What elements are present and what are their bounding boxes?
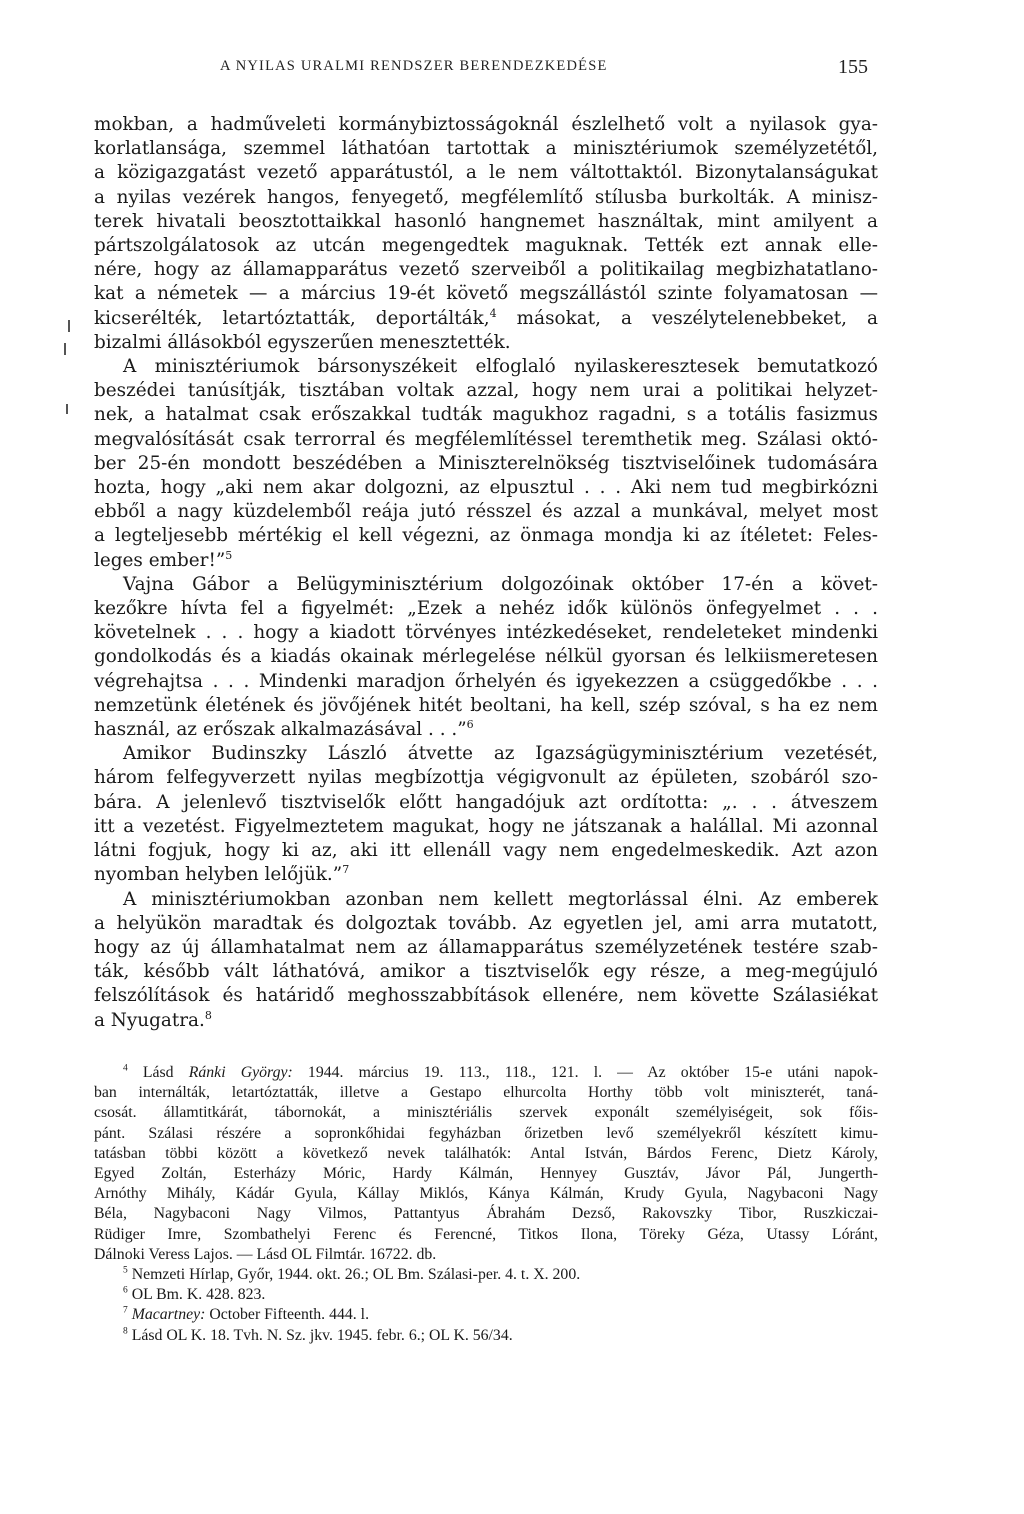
text-segment: Nemzeti Hírlap, Győr, 1944. okt. 26.; OL Bm. Szálasi-per. 4. t. X. 200.	[131, 1266, 581, 1284]
paragraph	[94, 355, 878, 573]
margin-mark	[64, 343, 66, 355]
text-segment: a Nyugatra.	[94, 1009, 205, 1031]
text-line: megvalósítását csak terrorral és megfélemlítéssel teremthetik meg. Szálasi októ-	[94, 428, 878, 450]
text-line: a közigazgatást vezető apparátustól, a le nem váltottaktól. Bizonytalanságukat	[94, 162, 878, 184]
text-line: Vajna Gábor a Belügyminisztérium dolgozóinak október 17-én a követ-	[123, 573, 878, 595]
text-line: A minisztériumok bársonyszékeit elfoglaló nyilaskeresztesek bemutatkozó	[123, 356, 878, 378]
text-line: ebből a nagy küzdelemből reája jutó résszel és azzal a munkával, melyet most	[94, 501, 878, 523]
text-line: ban internálták, letartóztatták, illetve a Gestapo elhurcolta Horthy több volt miniszterét, taná-	[94, 1084, 878, 1102]
text-segment: Lásd	[142, 1064, 174, 1081]
footnote-ref: 6	[466, 717, 474, 731]
running-title: A NYILAS URALMI RENDSZER BERENDEZKEDÉSE	[220, 58, 608, 74]
text-line: felszólítások és határidő meghosszabbítások ellenére, nem követte Szálasiékat	[94, 985, 878, 1007]
text-line: Dálnoki Veress Lajos. — Lásd OL Filmtár. 16722. db.	[94, 1245, 437, 1263]
paragraph	[94, 573, 878, 742]
page-number: 155	[838, 56, 868, 78]
footnote-8	[94, 1326, 878, 1346]
text-line	[94, 1009, 878, 1033]
text-line: kat a németek — a március 19-ét követő megszállástól szinte folyamatosan —	[94, 283, 878, 305]
paragraph	[94, 742, 878, 887]
running-header	[0, 58, 1024, 82]
footnote-4	[94, 1063, 878, 1265]
text-line: nemzetünk életének és jövőjének hitét beoltani, ha kell, szép szóval, s ha ez nem	[94, 694, 878, 716]
text-line: terek hivatali beosztottaikkal hasonló hangnemet használtak, mint amilyent a	[94, 210, 878, 232]
text-line: hozta, hogy „aki nem akar dolgozni, az elpusztul . . . Aki nem tud megbirkózni	[94, 477, 878, 499]
footnote-number: 4	[123, 1063, 128, 1074]
text-line: három felfegyverzett nyilas megbízottja végigvonult az épületen, szobáról szo-	[94, 767, 878, 789]
text-line: A minisztériumokban azonban nem kellett megtorlással élni. Az emberek	[123, 888, 878, 910]
text-line: gondolkodás és a kiadás okainak mérlegelése nélkül gyorsan és lelkiismeretesen	[94, 646, 878, 668]
text-line: a nyilas vezérek hangos, fenyegető, megfélemlítő stílusba burkolták. A minisz-	[94, 186, 878, 208]
text-line: pánt. Szálasi részére a sopronkőhidai fegyházban őrizetben levő személyekről készített kimu-	[94, 1124, 878, 1142]
text-line: kezőkre hívta fel a figyelmét: „Ezek a nehéz idők különös önfegyelmet . . .	[94, 598, 878, 620]
text-line: csosát. államtitkárát, tábornokát, a minisztériális szervek exponált személyiségeit, sok főis-	[94, 1104, 878, 1122]
footnote-number: 5	[123, 1265, 128, 1276]
footnote-ref: 7	[342, 863, 350, 877]
text-line: Béla, Nagybaconi Nagy Vilmos, Pattantyus Ábrahám Dezső, Rakovszky Tibor, Ruszkiczai-	[94, 1205, 878, 1223]
text-line	[94, 1265, 878, 1285]
text-line: nek, a hatalmat csak erőszakkal tudták magukhoz ragadni, s a totális fasizmus	[94, 404, 878, 426]
footnote-number: 7	[123, 1306, 128, 1317]
text-line: nére, hogy az államapparátus vezető szerveiből a politikailag megbizhatatlano-	[94, 259, 878, 281]
text-line: Amikor Budinszky László átvette az Igazságügyminisztérium vezetését,	[123, 743, 878, 765]
footnote-number: 8	[123, 1326, 128, 1337]
text-line	[94, 1063, 878, 1083]
text-line: Rüdiger Imre, Szombathelyi Ferenc és Ferencné, Titkos Ilona, Töreky Géza, Utassy Lóránt,	[94, 1225, 878, 1243]
text-line: itt a vezetést. Figyelmeztetem magukat, hogy ne játszanak a halállal. Mi azonnal	[94, 815, 878, 837]
footnote-number: 6	[123, 1285, 128, 1296]
text-line	[94, 863, 878, 887]
text-line: beszédei tanúsítják, tisztában voltak azzal, hogy nem urai a politikai helyzet-	[94, 380, 878, 402]
footnotes	[94, 1063, 878, 1346]
text-line: bára. A jelenlevő tisztviselők előtt hangadójuk azt ordította: „. . . átveszem	[94, 791, 878, 813]
text-segment: October Fifteenth. 444. l.	[205, 1306, 370, 1324]
text-line: Egyed Zoltán, Esterházy Móric, Hardy Kálmán, Hennyey Gusztáv, Jávor Pál, Jungerth-	[94, 1165, 878, 1183]
footnote-7	[94, 1305, 878, 1325]
text-segment: OL Bm. K. 428. 823.	[131, 1286, 266, 1304]
text-line: bizalmi állásokból egyszerűen menesztették.	[94, 331, 511, 353]
footnote-ref: 5	[225, 548, 233, 562]
text-line: korlatlansága, szemmel láthatóan tartottak a minisztériumok személyzetétől,	[94, 138, 878, 160]
text-segment: 1944. március 19. 113., 118., 121. l. — Az október 15-e utáni napok-	[292, 1064, 878, 1081]
paragraph	[94, 113, 878, 355]
text-line: hogy az új államhatalmat nem az államapparátus személyzetének testére szab-	[94, 936, 878, 958]
text-line	[94, 307, 878, 331]
text-line: látni fogjuk, hogy ki az, aki itt ellenáll vagy nem engedelmeskedik. Azt azon	[94, 840, 878, 862]
text-line: mokban, a hadműveleti kormánybiztosságoknál észlelhető volt a nyilasok gya-	[94, 114, 878, 135]
footnote-ref: 8	[204, 1008, 212, 1022]
text-line: a helyükön maradtak és dolgoztak tovább. Az egyetlen jel, ami arra mutatott,	[94, 912, 878, 934]
text-line: végrehajtsa . . . Mindenki maradjon őrhelyén és igyekezzen a csüggedőkbe . . .	[94, 670, 878, 692]
text-line: Arnóthy Mihály, Kádár Gyula, Kállay Miklós, Kánya Kálmán, Krudy Gyula, Nagybaconi Nagy	[94, 1185, 878, 1203]
margin-mark	[68, 320, 70, 332]
text-line	[94, 1305, 878, 1325]
text-segment: másokat, a veszélytelenebbeket, a	[496, 307, 879, 329]
text-segment: leges ember!”	[94, 549, 226, 571]
footnote-6	[94, 1285, 878, 1305]
cited-author: Ránki György:	[188, 1064, 293, 1081]
text-line: tatásban többi között a következő nevek találhatók: Antal István, Bárdos Ferenc, Dietz Károly,	[94, 1144, 878, 1162]
paragraph	[94, 888, 878, 1033]
footnote-ref: 4	[489, 306, 497, 320]
text-line: pártszolgálatosok az utcán megengedtek maguknak. Tették ezt annak elle-	[94, 235, 878, 257]
text-line: ber 25-én mondott beszédében a Miniszterelnökség tisztviselőinek tudomására	[94, 452, 878, 474]
text-line	[94, 1326, 878, 1346]
text-line: a legteljesebb mértékig el kell végezni, az önmaga mondja ki az ítéletet: Feles-	[94, 525, 878, 547]
cited-author: Macartney:	[131, 1306, 206, 1324]
text-segment: használ, az erőszak alkalmazásával . . .”	[94, 719, 467, 741]
margin-mark	[66, 404, 68, 414]
text-line	[94, 1285, 878, 1305]
text-line: ták, később vált láthatóvá, amikor a tisztviselők egy része, a meg-megújuló	[94, 961, 878, 983]
text-line	[94, 549, 878, 573]
text-line: követelnek . . . hogy a kiadott törvényes intézkedéseket, rendeleteket mindenki	[94, 622, 878, 644]
footnote-5	[94, 1265, 878, 1285]
text-segment: kicserélték, letartóztatták, deportálták,	[94, 307, 490, 329]
text-segment: nyomban helyben lelőjük.”	[94, 864, 343, 886]
main-text	[94, 113, 878, 1033]
text-segment: Lásd OL K. 18. Tvh. N. Sz. jkv. 1945. febr. 6.; OL K. 56/34.	[131, 1326, 513, 1344]
text-line	[94, 718, 878, 742]
